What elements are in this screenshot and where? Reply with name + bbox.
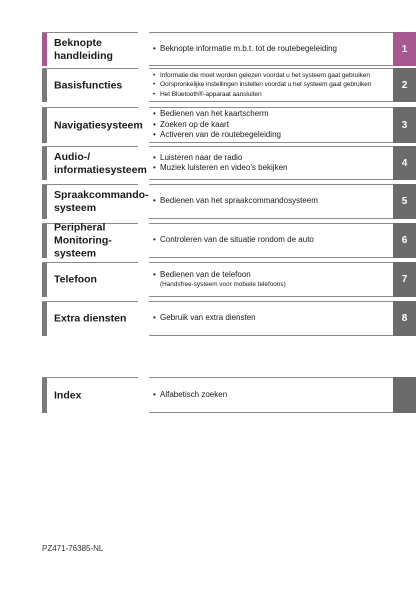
chapter-tab[interactable]: 8 (393, 301, 416, 336)
list-item: • Bedienen van de telefoon (153, 269, 251, 279)
chapter-title: Basisfuncties (54, 79, 123, 91)
chapter-label-cell (42, 184, 149, 219)
list-item: • Muziek luisteren en video’s bekijken (153, 163, 288, 172)
chapter-contents (149, 262, 393, 297)
index-tab[interactable] (393, 377, 416, 413)
document-code: PZ471-76385-NL (42, 544, 104, 553)
chapter-contents (149, 68, 393, 102)
chapter-title: Peripheral Monitoring-systeem (54, 221, 112, 260)
chapter-label-cell (42, 262, 138, 297)
list-item: • Oorspronkelijke instellingen instellen voordat u het systeem gaat gebruiken (153, 81, 372, 89)
chapter-label-cell (42, 377, 138, 413)
chapter-tab[interactable]: 4 (393, 146, 416, 180)
chapter-contents (149, 377, 393, 413)
list-item: • Bedienen van het kaartscherm (153, 109, 269, 119)
chapter-row-7[interactable] (42, 262, 416, 297)
chapter-label-cell (42, 107, 143, 143)
chapter-label-cell (42, 223, 138, 258)
list-item: • Het Bluetooth®-apparaat aansluiten (153, 90, 262, 98)
list-item: • Controleren van de situatie rondom de auto (153, 235, 314, 245)
chapter-label-cell (42, 32, 138, 66)
chapter-tab[interactable]: 5 (393, 184, 416, 219)
chapter-contents (149, 223, 393, 258)
chapter-title: Navigatiesysteem (54, 119, 143, 131)
list-item-note: (Handsfree-systeem voor mobiele telefoons) (160, 281, 286, 289)
chapter-label-cell (42, 68, 138, 102)
chapter-title: Telefoon (54, 273, 97, 286)
chapter-row-5[interactable] (42, 184, 416, 219)
list-item: • Luisteren naar de radio (153, 152, 243, 162)
list-item: • Bedienen van het spraakcommandosysteem (153, 196, 318, 206)
chapter-tab[interactable]: 6 (393, 223, 416, 258)
chapter-tab[interactable]: 3 (393, 107, 416, 143)
list-item: • Activeren van de routebegeleiding (153, 130, 281, 140)
chapter-row-1[interactable] (42, 32, 416, 66)
index-row[interactable] (42, 377, 416, 413)
list-item: • Zoeken op de kaart (153, 119, 229, 129)
list-item: • Informatie die moet worden gelezen voordat u het systeem gaat gebruiken (153, 71, 370, 79)
chapter-tab[interactable]: 7 (393, 262, 416, 297)
chapter-title: Extra diensten (54, 312, 127, 325)
chapter-contents (149, 146, 393, 180)
chapter-row-3[interactable] (42, 107, 416, 143)
chapter-title: Index (54, 389, 82, 401)
chapter-title: Beknopte handleiding (54, 36, 113, 62)
chapter-row-4[interactable] (42, 146, 416, 180)
chapter-label-cell (42, 146, 147, 180)
chapter-title: Spraakcommando- systeem (54, 189, 149, 214)
chapter-label-cell (42, 301, 138, 336)
chapter-tab[interactable]: 1 (393, 32, 416, 66)
chapter-contents (149, 107, 393, 143)
list-item: • Beknopte informatie m.b.t. tot de routebegeleiding (153, 43, 337, 53)
chapter-contents (149, 32, 393, 66)
chapter-row-2[interactable] (42, 68, 416, 102)
chapter-row-8[interactable] (42, 301, 416, 336)
list-item: • Gebruik van extra diensten (153, 313, 256, 323)
chapter-row-6[interactable] (42, 223, 416, 258)
chapter-contents (149, 184, 393, 219)
chapter-contents (149, 301, 393, 336)
chapter-title: Audio-/ informatiesysteem (54, 150, 147, 176)
chapter-tab[interactable]: 2 (393, 68, 416, 102)
list-item: • Alfabetisch zoeken (153, 389, 228, 399)
